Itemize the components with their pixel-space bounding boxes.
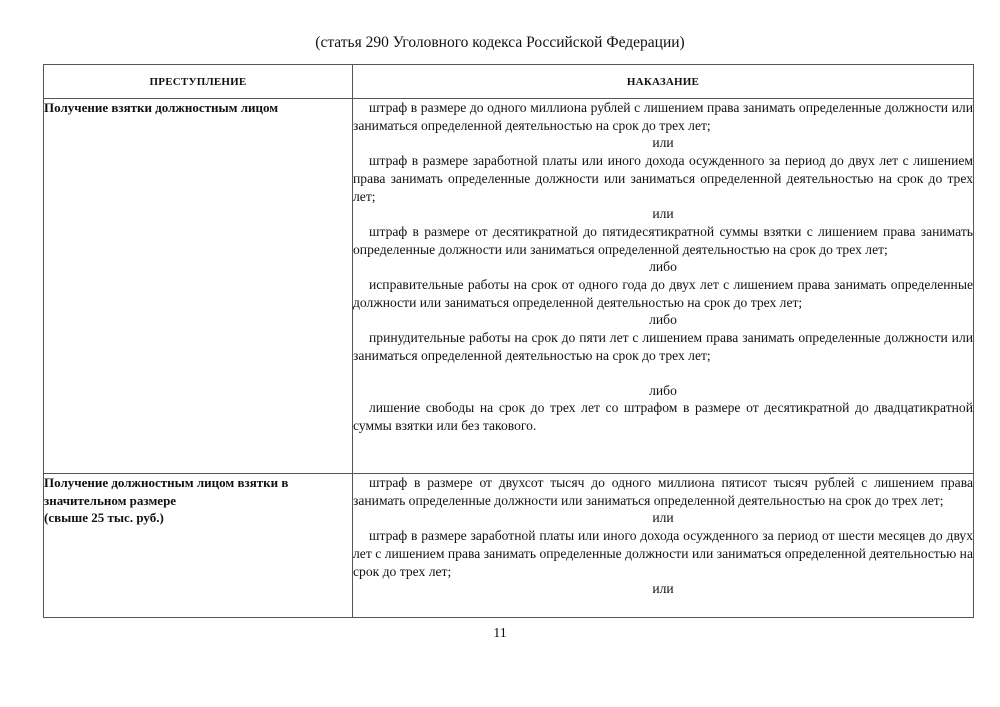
crime-title: Получение взятки должностным лицом bbox=[44, 100, 279, 115]
punishment-option: принудительные работы на срок до пяти лет с лишением права занимать определенные должности или заниматься определенной деятельностью на срок до трех лет; bbox=[353, 330, 973, 363]
option-separator: или bbox=[652, 581, 674, 597]
option-separator: или bbox=[652, 510, 674, 526]
header-punishment: НАКАЗАНИЕ bbox=[353, 65, 974, 99]
crime-cell bbox=[44, 474, 353, 618]
punishment-option: штраф в размере до одного миллиона рублей с лишением права занимать определенные должности или заниматься определенной деятельностью на срок до трех лет; bbox=[353, 100, 973, 133]
option-separator: либо bbox=[649, 382, 677, 398]
header-crime: ПРЕСТУПЛЕНИЕ bbox=[44, 65, 353, 99]
punishment-option: лишение свободы на срок до трех лет со штрафом в размере от десятикратной до двадцатикратной суммы взятки или без такового. bbox=[353, 400, 973, 433]
punishment-table bbox=[43, 64, 974, 618]
page-number: 11 bbox=[493, 626, 507, 641]
table-header-row bbox=[44, 65, 974, 99]
punishment-option: исправительные работы на срок от одного года до двух лет с лишением права занимать определенные должности или заниматься определенной деятельностью на срок до трех лет; bbox=[353, 277, 973, 310]
spacer bbox=[353, 365, 973, 382]
table-row bbox=[44, 474, 974, 618]
punishment-option: штраф в размере заработной платы или иного дохода осужденного за период до двух лет с лишением права занимать определенные должности или заниматься определенной деятельностью на срок до трех лет; bbox=[353, 153, 973, 204]
crime-cell bbox=[44, 99, 353, 474]
punishment-cell bbox=[353, 99, 974, 474]
punishment-option: штраф в размере заработной платы или иного дохода осужденного за период от шести месяцев до двух лет с лишением права занимать определенные должности или заниматься определенной деятельностью на срок до трех лет; bbox=[353, 528, 973, 579]
punishment-option: штраф в размере от десятикратной до пятидесятикратной суммы взятки с лишением права занимать определенные должности или заниматься определенной деятельностью на срок до трех лет; bbox=[353, 223, 973, 257]
punishment-option: штраф в размере от двухсот тысяч до одного миллиона пятисот тысяч рублей с лишением права занимать определенные должности или заниматься определенной деятельностью на срок до трех лет; bbox=[353, 475, 973, 508]
crime-threshold: (свыше 25 тыс. руб.) bbox=[44, 510, 164, 525]
table-row bbox=[44, 99, 974, 474]
crime-title: Получение должностным лицом взятки в значительном размере bbox=[44, 475, 289, 508]
option-separator: или bbox=[652, 135, 674, 151]
punishment-cell bbox=[353, 474, 974, 618]
document-caption: (статья 290 Уголовного кодекса Российской Федерации) bbox=[315, 34, 685, 51]
option-separator: либо bbox=[649, 259, 677, 275]
option-separator: либо bbox=[649, 312, 677, 328]
option-separator: или bbox=[652, 206, 674, 222]
